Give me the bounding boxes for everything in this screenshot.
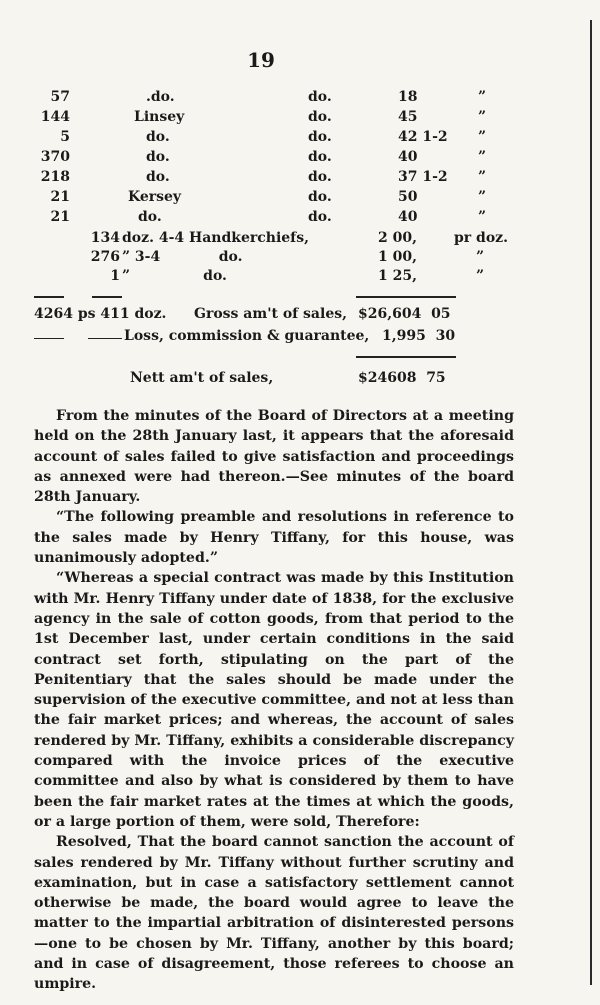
row-unit: do. bbox=[308, 109, 332, 125]
page-number: 19 bbox=[247, 48, 275, 72]
row-item: do. bbox=[146, 169, 170, 185]
row-item: Kersey bbox=[128, 189, 182, 205]
row-price: 1 25, bbox=[378, 268, 417, 284]
row-unit: ” bbox=[476, 249, 485, 265]
row-ditto-mark: ” bbox=[478, 149, 487, 165]
table-row bbox=[0, 230, 600, 250]
row-rate: 42 1-2 bbox=[398, 129, 448, 145]
paragraph: From the minutes of the Board of Directors at a meeting held on the 28th January last, it appears that the aforesaid account of sales failed to give satisfaction and proceedings as annexed were had thereon.—See minutes of the board 28th January. bbox=[34, 408, 514, 506]
sum-rule bbox=[34, 296, 64, 298]
row-rate: 50 bbox=[398, 189, 418, 205]
table-row bbox=[0, 249, 600, 269]
total-pieces: 4264 ps 411 doz. bbox=[34, 306, 167, 322]
sum-rule bbox=[356, 356, 456, 358]
row-quantity: 5 bbox=[60, 129, 70, 145]
table-row bbox=[0, 189, 600, 209]
row-quantity: 134 bbox=[90, 230, 120, 246]
paragraph: Resolved, That the board cannot sanction the account of sales rendered by Mr. Tiffany without further scrutiny and examination, but in case a satisfactory settlement cannot otherwise be made, the board would agree to leave the matter to the impartial arbitration of disinterested persons—one to be chosen by Mr. Tiffany, another by this board; and in case of disagreement, those referees to choose an umpire. bbox=[34, 834, 514, 993]
loss-label: Loss, commission & guarantee, bbox=[124, 328, 370, 344]
row-item: .do. bbox=[146, 89, 175, 105]
table-row bbox=[0, 89, 600, 109]
table-row bbox=[0, 209, 600, 229]
table-row bbox=[0, 109, 600, 129]
row-quantity: 57 bbox=[50, 89, 70, 105]
row-item: Linsey bbox=[134, 109, 185, 125]
row-unit: do. bbox=[308, 209, 332, 225]
row-unit: do. bbox=[308, 129, 332, 145]
row-quantity: 144 bbox=[40, 109, 70, 125]
row-quantity: 218 bbox=[40, 169, 70, 185]
gross-value: $26,604 05 bbox=[358, 306, 451, 322]
table-row bbox=[0, 169, 600, 189]
gross-label: Gross am't of sales, bbox=[194, 306, 347, 322]
nett-total-row bbox=[0, 370, 600, 390]
table-row bbox=[0, 129, 600, 149]
row-item: ” 3-4 do. bbox=[122, 249, 243, 265]
gross-total-row bbox=[0, 306, 600, 326]
row-price: 1 00, bbox=[378, 249, 417, 265]
paragraph: “Whereas a special contract was made by this Institution with Mr. Henry Tiffany under date of 1838, for the exclusive agency in the sale of cotton goods, from that period to the 1st December last, under certain conditions in the said contract set forth, stipulating on the part of the Penitentiary that the sales should be made under the supervision of the executive committee, and not at less than the fair market prices; and whereas, the account of sales rendered by Mr. Tiffany, exhibits a considerable discrepancy compared with the invoice prices of the executive committee and also by what is considered by them to have been the fair market rates at the times at which the goods, or a large portion of them, were sold, Therefore: bbox=[34, 570, 514, 830]
loss-value: 1,995 30 bbox=[382, 328, 456, 344]
row-quantity: 21 bbox=[50, 209, 70, 225]
nett-value: $24608 75 bbox=[358, 370, 446, 386]
row-unit: do. bbox=[308, 189, 332, 205]
row-rate: 18 bbox=[398, 89, 418, 105]
row-ditto-mark: ” bbox=[478, 109, 487, 125]
row-unit: pr doz. bbox=[454, 230, 508, 246]
row-quantity: 1 bbox=[110, 268, 120, 284]
row-unit: ” bbox=[476, 268, 485, 284]
row-rate: 40 bbox=[398, 149, 418, 165]
row-price: 2 00, bbox=[378, 230, 417, 246]
row-rate: 40 bbox=[398, 209, 418, 225]
row-ditto-mark: ” bbox=[478, 189, 487, 205]
row-quantity: 21 bbox=[50, 189, 70, 205]
row-item: doz. 4-4 Handkerchiefs, bbox=[122, 230, 309, 246]
body-text bbox=[34, 406, 514, 995]
row-item: do. bbox=[146, 129, 170, 145]
table-row bbox=[0, 268, 600, 288]
sum-rule bbox=[92, 296, 122, 298]
row-item: ” do. bbox=[122, 268, 227, 284]
row-unit: do. bbox=[308, 89, 332, 105]
row-item: do. bbox=[138, 209, 162, 225]
nett-label: Nett am't of sales, bbox=[130, 370, 274, 386]
row-unit: do. bbox=[308, 169, 332, 185]
row-ditto-mark: ” bbox=[478, 129, 487, 145]
row-ditto-mark: ” bbox=[478, 209, 487, 225]
row-ditto-mark: ” bbox=[478, 169, 487, 185]
loss-row bbox=[0, 328, 600, 348]
row-unit: do. bbox=[308, 149, 332, 165]
row-item: do. bbox=[146, 149, 170, 165]
table-row bbox=[0, 149, 600, 169]
paragraph: “The following preamble and resolutions in reference to the sales made by Henry Tiffany, for this house, was unanimously adopted.” bbox=[34, 509, 514, 567]
row-quantity: 370 bbox=[40, 149, 70, 165]
row-quantity: 276 bbox=[90, 249, 120, 265]
row-rate: 37 1-2 bbox=[398, 169, 448, 185]
row-rate: 45 bbox=[398, 109, 418, 125]
row-ditto-mark: ” bbox=[478, 89, 487, 105]
sum-rule bbox=[356, 296, 456, 298]
